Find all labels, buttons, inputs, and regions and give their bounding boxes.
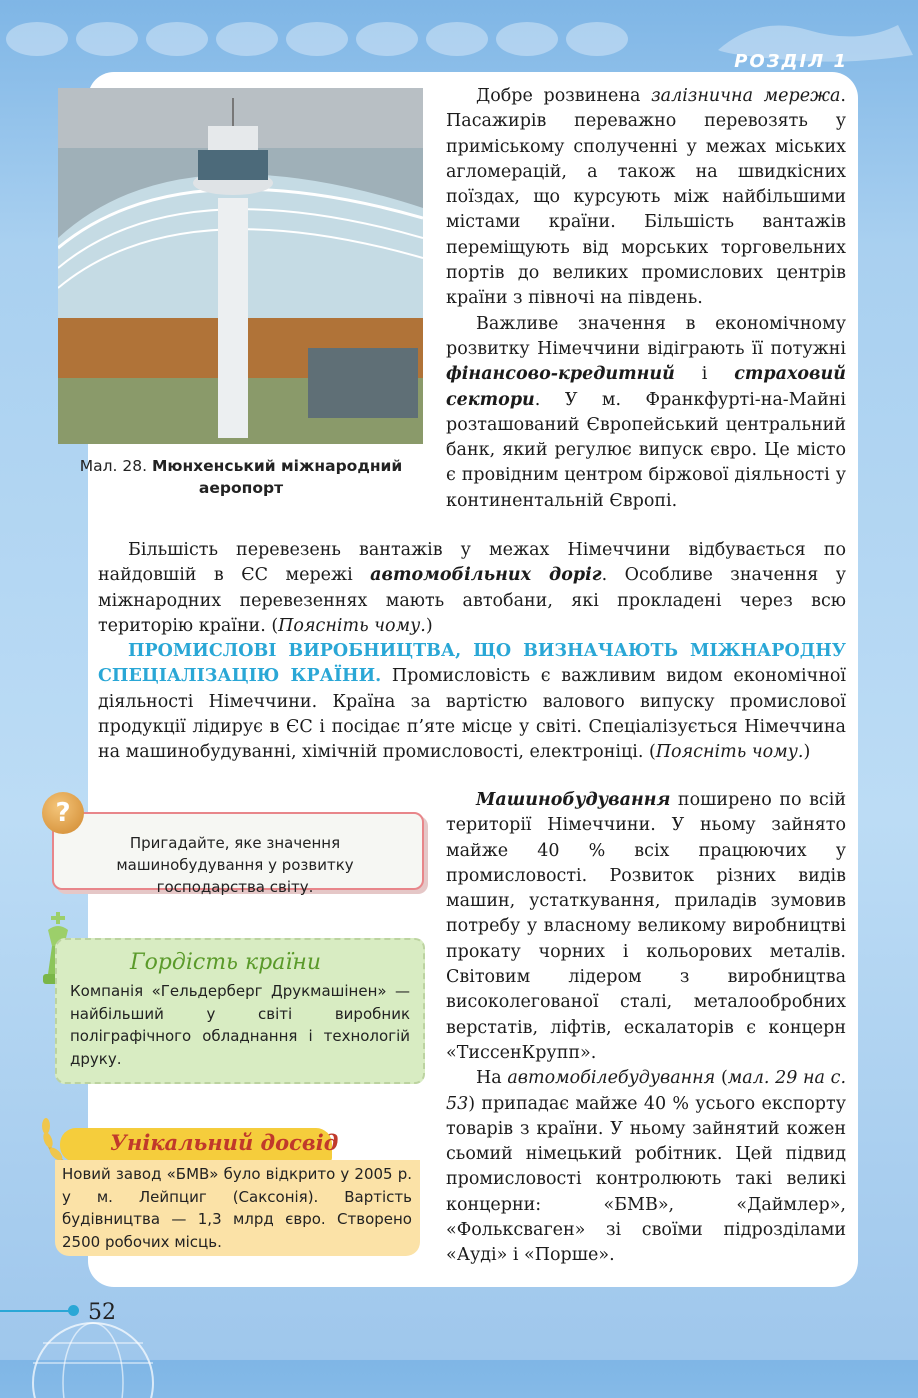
pride-box-title: Гордість країни	[130, 950, 322, 975]
decor-dot	[426, 22, 488, 56]
text-run: і	[674, 364, 735, 385]
strong-term: страховий сектори	[446, 364, 846, 410]
text-run: Більшість перевезень вантажів у межах Німеччини відбувається по найдовшій в ЄС мережі	[98, 540, 846, 586]
section-heading: ПРОМИСЛОВІ ВИРОБНИЦТВА, ЩО ВИЗНАЧАЮТЬ МІЖНАРОДНУ СПЕЦІАЛІЗАЦІЮ КРАЇНИ.	[98, 641, 846, 687]
question-text: Пригадайте, яке значення машинобудування у розвитку господарства світу.	[116, 834, 354, 896]
text-run: На	[476, 1068, 508, 1089]
decor-dot	[496, 22, 558, 56]
paragraph-finance	[446, 312, 846, 514]
text-run: )	[803, 742, 811, 763]
text-run: ) припадає майже 40 % усього експорту товарів з країни. У ньому зайнятий кожен сьомий німецький робітник. Цей підвид промисловості контролюють такі великі концерни: «БМВ», «Даймлер», «Фольксваген» зі своїми підрозділами «Ауді» і «Порше».	[446, 1093, 846, 1266]
paragraph-machinery	[446, 788, 846, 1066]
unique-box-text: Новий завод «БМВ» було відкрито у 2005 р. у м. Лейпциг (Саксонія). Вартість будівництва — 1,3 млрд євро. Створено 2500 робочих місць.	[62, 1165, 412, 1251]
paragraph-roads	[98, 538, 846, 639]
paragraph-automotive	[446, 1066, 846, 1268]
decor-dot	[146, 22, 208, 56]
text-run: . Пасажирів переважно перевозять у приміському сполученні у межах міських агломерацій, а також на швидкісних поїздах, що курсують між найбільшими містами країни. Більшість вантажів переміщують від морських торговельних портів до великих промислових центрів країни з півночі на південь.	[446, 86, 846, 309]
strong-term: фінансово-кредитний	[446, 364, 675, 385]
decor-dot	[76, 22, 138, 56]
decor-dot	[566, 22, 628, 56]
right-column-bottom	[446, 788, 846, 1269]
unique-box-title: Унікальний досвід	[110, 1130, 339, 1155]
text-run: Важливе значення в економічному розвитку Німеччини відіграють її потужні	[446, 313, 846, 359]
text-run: Промисловість є важливим видом економічної діяльності Німеччини. Країна за вартістю валового випуску промислової продукції лідирує в ЄС і посідає п’яте місце у світі. Спеціалізується Німеччина на машинобудуванні, хімічній промисловості, електроніці. (	[98, 666, 846, 763]
page-number: 52	[88, 1300, 116, 1325]
question-mark-icon: ?	[42, 792, 84, 834]
emphasis-term: залізнична мережа	[651, 86, 841, 106]
figure-caption-title: Мюнхенський міжнародний аеропорт	[151, 457, 403, 497]
strong-term: Машинобудування	[476, 790, 671, 810]
decor-dot	[356, 22, 418, 56]
strong-term: автомобільних доріг	[370, 565, 602, 586]
pride-box-text: Компанія «Гельдерберг Друкмашінен» — найбільший у світі виробник поліграфічного обладнання і технологій друку.	[70, 982, 410, 1068]
decor-dot	[216, 22, 278, 56]
full-width-text	[98, 538, 846, 766]
text-run: (	[715, 1068, 728, 1089]
emphasis-term: Поясніть чому.	[655, 742, 804, 763]
figure-caption	[56, 455, 426, 499]
figure-caption-prefix: Мал. 28.	[79, 457, 148, 475]
text-run: . У м. Франкфурті-на-Майні розташований Європейський центральний банк, який регулює випуск євро. Це місто є провідним центром біржової діяльності у континентальній Європі.	[446, 389, 846, 511]
emphasis-term: автомобілебудування	[507, 1068, 716, 1089]
decor-dot	[6, 22, 68, 56]
text-run: поширено по всій території Німеччини. У ньому зайнято майже 40 % всіх працюючих у промисловості. Розвиток різних видів машин, устаткування, приладів зумовив потребу у власному великому виробництві прокату чорних і кольорових металів. Світовим лідером з виробництва високолегованої сталі, металообробних верстатів, ліфтів, ескалаторів є концерн «ТиссенКрупп».	[446, 790, 846, 1063]
paragraph-industry	[98, 639, 846, 765]
section-label: РОЗДІЛ 1	[734, 51, 848, 72]
munich-airport-illustration	[58, 88, 423, 444]
decor-dot	[286, 22, 348, 56]
right-column-top	[446, 84, 846, 514]
text-run: . Особливе значення у міжнародних перевезеннях мають автобани, які прокладені через всю територію країни. (	[98, 565, 846, 636]
paragraph-railway	[446, 84, 846, 312]
airport-photo	[58, 88, 423, 444]
figure-reference: мал. 29 на с. 53	[446, 1068, 847, 1114]
text-run: )	[425, 615, 433, 636]
emphasis-term: Поясніть чому.	[278, 615, 426, 636]
text-run: Добре розвинена	[476, 86, 652, 106]
